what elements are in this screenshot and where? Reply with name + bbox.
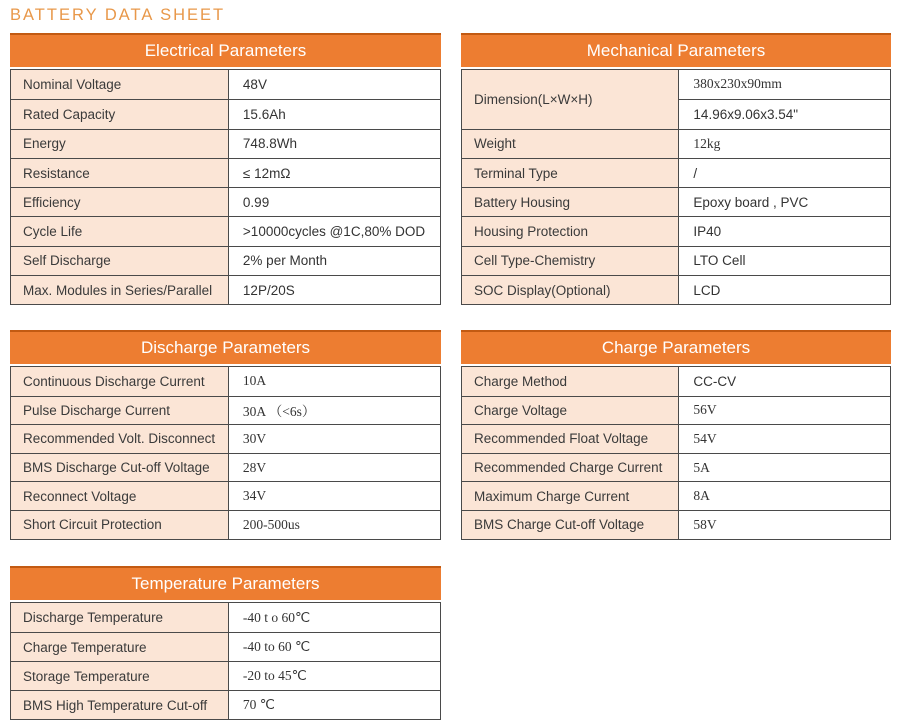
param-label: Charge Voltage bbox=[462, 397, 679, 425]
table-row bbox=[462, 275, 890, 304]
param-value: 200-500us bbox=[242, 516, 300, 532]
electrical-table-body bbox=[10, 69, 441, 305]
table-row bbox=[11, 275, 440, 304]
param-value: >10000cycles @1C,80% DOD bbox=[242, 224, 426, 240]
param-label: Self Discharge bbox=[11, 247, 229, 275]
table-row bbox=[11, 603, 440, 632]
table-row bbox=[462, 129, 890, 158]
discharge-parameters-table bbox=[10, 330, 441, 540]
param-label: Charge Method bbox=[462, 367, 679, 396]
param-label: BMS High Temperature Cut-off bbox=[11, 691, 229, 719]
table-row bbox=[462, 424, 890, 453]
param-value: LCD bbox=[693, 282, 721, 298]
param-label: Battery Housing bbox=[462, 188, 679, 216]
charge-table-body bbox=[461, 366, 891, 540]
electrical-table-header: Electrical Parameters bbox=[10, 33, 441, 67]
param-label: Maximum Charge Current bbox=[462, 482, 679, 510]
param-label: Charge Temperature bbox=[11, 633, 229, 661]
param-value: IP40 bbox=[693, 224, 722, 240]
param-value: Epoxy board , PVC bbox=[693, 194, 809, 210]
discharge-table-header: Discharge Parameters bbox=[10, 330, 441, 364]
table-row bbox=[11, 158, 440, 187]
param-label: Pulse Discharge Current bbox=[11, 397, 229, 425]
param-label: BMS Discharge Cut-off Voltage bbox=[11, 454, 229, 482]
mechanical-table-body bbox=[461, 69, 891, 305]
param-value: 30V bbox=[242, 430, 267, 446]
param-value: -40 t o 60℃ bbox=[242, 609, 311, 625]
param-label: Max. Modules in Series/Parallel bbox=[11, 276, 229, 304]
param-value: 70 ℃ bbox=[242, 697, 275, 712]
param-label: Cell Type-Chemistry bbox=[462, 247, 679, 275]
param-value: 30A （<6s） bbox=[242, 404, 316, 420]
table-row bbox=[11, 216, 440, 245]
table-row bbox=[11, 70, 440, 99]
table-row bbox=[11, 481, 440, 510]
param-value: 56V bbox=[693, 402, 717, 418]
param-label: Storage Temperature bbox=[11, 662, 229, 690]
param-label: Housing Protection bbox=[462, 217, 679, 245]
param-value: / bbox=[693, 165, 698, 181]
param-value: 748.8Wh bbox=[242, 136, 297, 152]
param-label: Discharge Temperature bbox=[11, 603, 229, 632]
temperature-parameters-table bbox=[10, 566, 441, 720]
param-label: BMS Charge Cut-off Voltage bbox=[462, 511, 679, 539]
param-value: 12kg bbox=[693, 135, 721, 151]
param-label: Energy bbox=[11, 130, 229, 158]
table-row bbox=[462, 510, 890, 539]
table-row bbox=[11, 632, 440, 661]
param-label: Recommended Volt. Disconnect bbox=[11, 425, 229, 453]
discharge-table-body bbox=[10, 366, 441, 540]
table-row bbox=[11, 129, 440, 158]
table-row bbox=[11, 453, 440, 482]
temperature-table-header: Temperature Parameters bbox=[10, 566, 441, 600]
mechanical-table-header: Mechanical Parameters bbox=[461, 33, 891, 67]
param-label: Rated Capacity bbox=[11, 100, 229, 128]
param-value: 14.96x9.06x3.54" bbox=[679, 99, 890, 129]
table-row bbox=[462, 453, 890, 482]
param-label: SOC Display(Optional) bbox=[462, 276, 679, 304]
value-stack bbox=[679, 70, 890, 129]
electrical-parameters-table bbox=[10, 33, 441, 305]
table-row bbox=[462, 216, 890, 245]
table-row bbox=[462, 246, 890, 275]
param-value: 2% per Month bbox=[242, 253, 327, 269]
param-value: 28V bbox=[242, 459, 267, 475]
page-title: BATTERY DATA SHEET bbox=[10, 6, 226, 24]
charge-table-header: Charge Parameters bbox=[461, 330, 891, 364]
param-label: Cycle Life bbox=[11, 217, 229, 245]
table-row bbox=[462, 70, 890, 129]
table-row bbox=[462, 367, 890, 396]
param-value: 380x230x90mm bbox=[693, 76, 782, 92]
param-value: 8A bbox=[693, 488, 710, 504]
table-row bbox=[462, 187, 890, 216]
table-row bbox=[11, 367, 440, 396]
param-label: Efficiency bbox=[11, 188, 229, 216]
param-label: Resistance bbox=[11, 159, 229, 187]
param-label: Continuous Discharge Current bbox=[11, 367, 229, 396]
param-value: 15.6Ah bbox=[242, 106, 286, 122]
table-row bbox=[462, 158, 890, 187]
param-label: Reconnect Voltage bbox=[11, 482, 229, 510]
param-value: 12P/20S bbox=[242, 282, 295, 298]
param-value: -40 to 60 ℃ bbox=[242, 639, 311, 654]
param-label: Terminal Type bbox=[462, 159, 679, 187]
table-row bbox=[11, 396, 440, 425]
table-row bbox=[11, 510, 440, 539]
table-row bbox=[11, 424, 440, 453]
table-row bbox=[11, 99, 440, 128]
param-label: Weight bbox=[462, 130, 679, 158]
table-row bbox=[462, 396, 890, 425]
table-row bbox=[11, 661, 440, 690]
param-label: Dimension(L×W×H) bbox=[462, 70, 679, 129]
temperature-table-body bbox=[10, 602, 441, 720]
param-value: CC-CV bbox=[693, 373, 737, 389]
param-label: Recommended Charge Current bbox=[462, 454, 679, 482]
param-value: 54V bbox=[693, 430, 717, 446]
param-value: 58V bbox=[693, 516, 717, 532]
param-value: 10A bbox=[242, 373, 267, 389]
param-value: ≤ 12mΩ bbox=[242, 165, 291, 181]
mechanical-parameters-table bbox=[461, 33, 891, 305]
param-value: 34V bbox=[242, 488, 267, 504]
table-row bbox=[462, 481, 890, 510]
param-value: 48V bbox=[242, 77, 267, 93]
table-row bbox=[11, 690, 440, 719]
param-label: Short Circuit Protection bbox=[11, 511, 229, 539]
param-value: LTO Cell bbox=[693, 253, 746, 269]
param-label: Recommended Float Voltage bbox=[462, 425, 679, 453]
param-label: Nominal Voltage bbox=[11, 70, 229, 99]
charge-parameters-table bbox=[461, 330, 891, 540]
table-row bbox=[11, 187, 440, 216]
table-row bbox=[11, 246, 440, 275]
param-value: -20 to 45℃ bbox=[242, 668, 307, 683]
param-value: 5A bbox=[693, 459, 710, 475]
param-value: 0.99 bbox=[242, 194, 270, 210]
